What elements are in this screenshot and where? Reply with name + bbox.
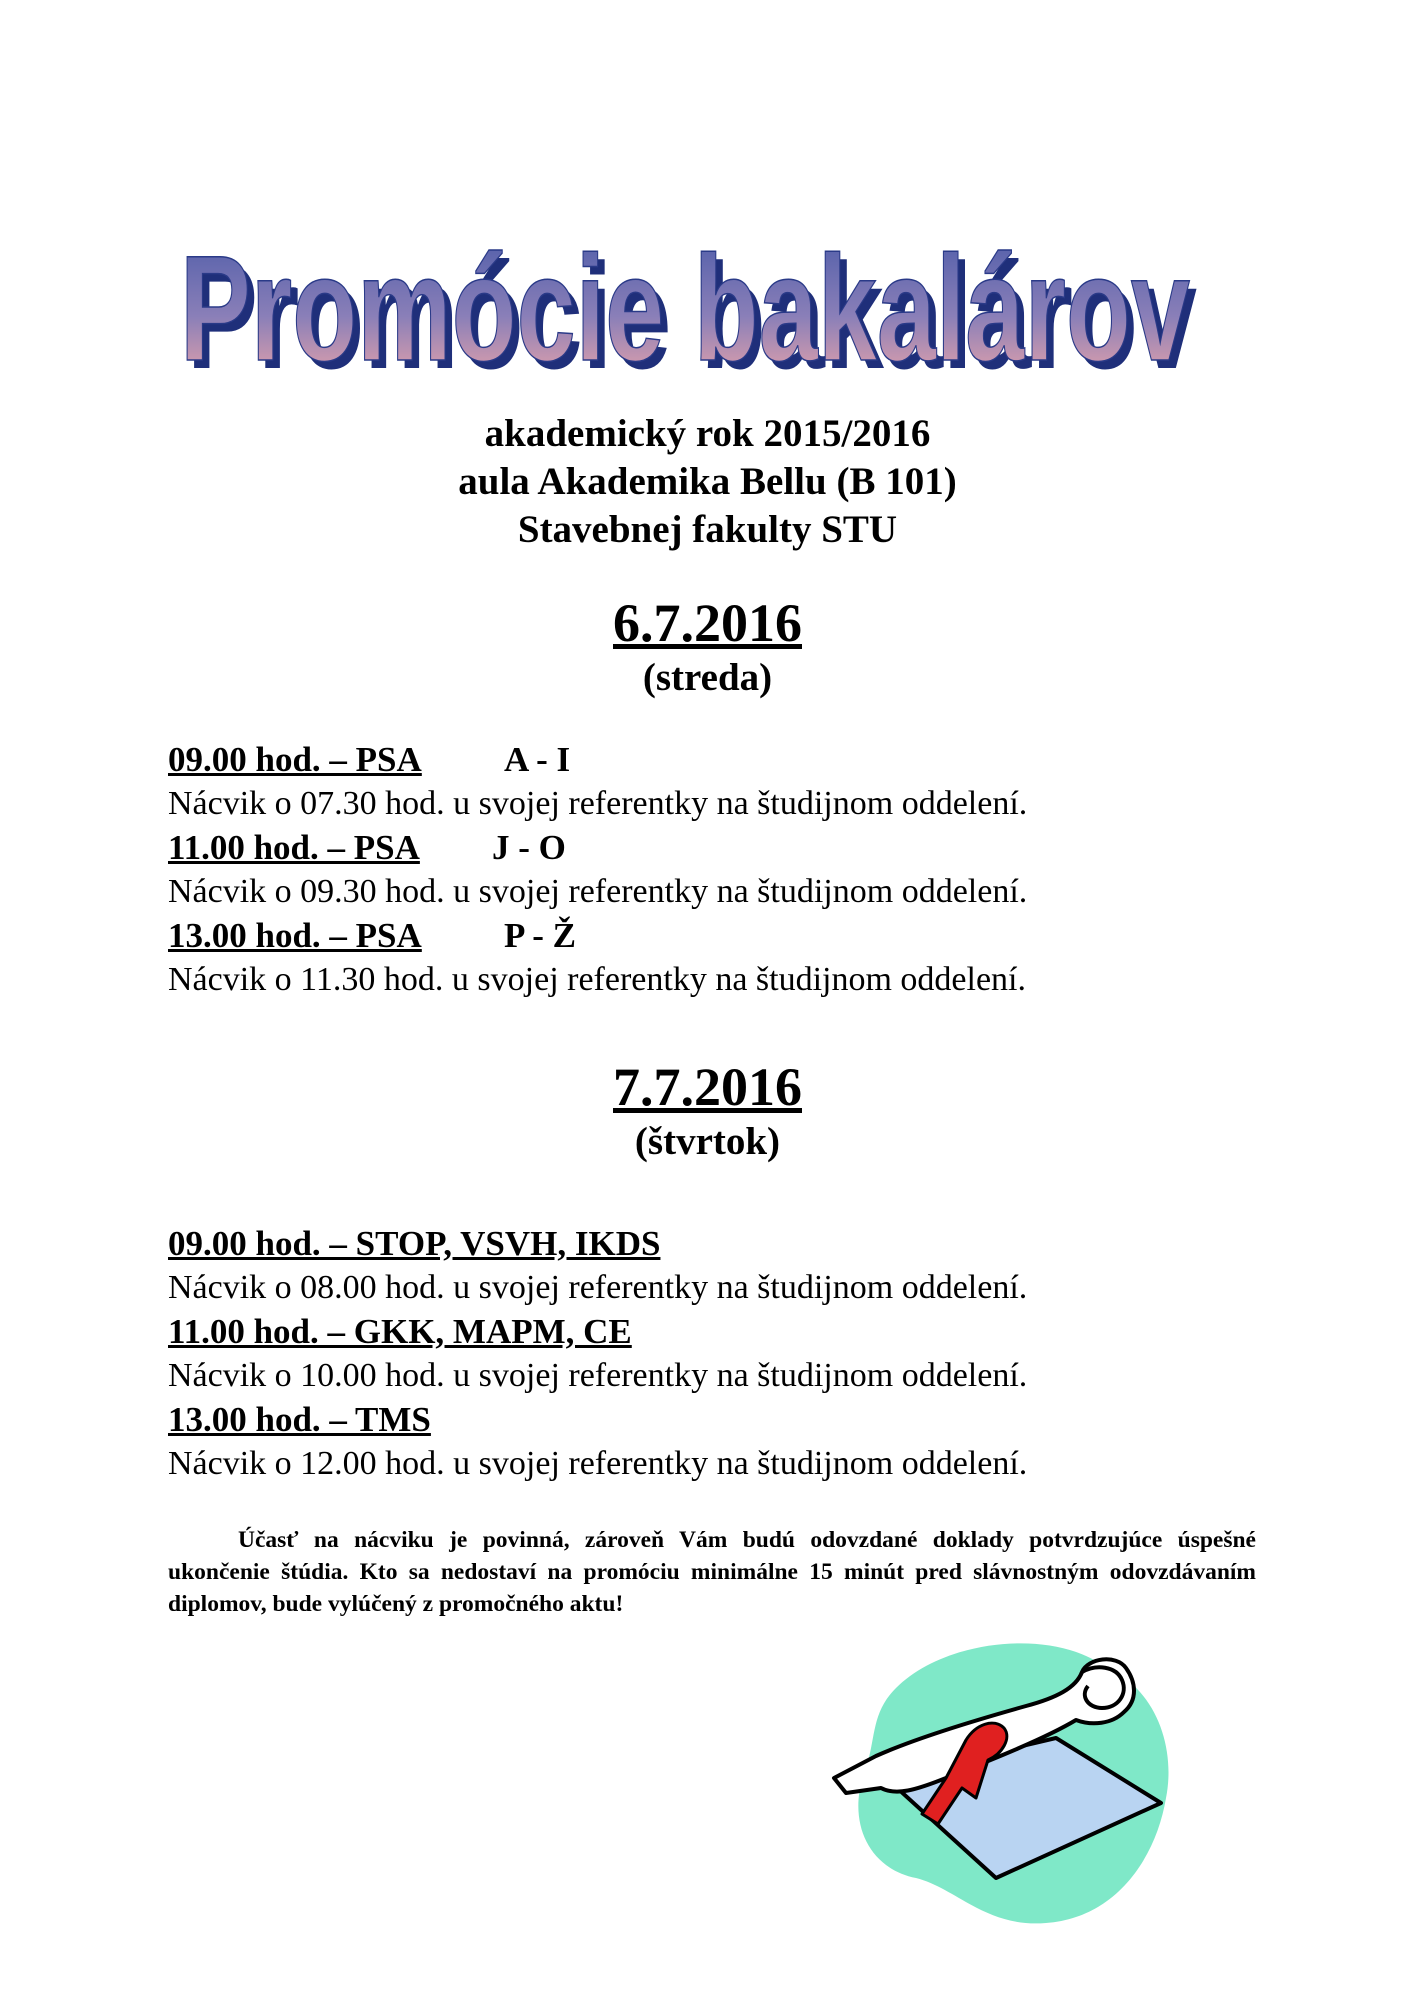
slot-note: Nácvik o 07.30 hod. u svojej referentky na študijnom oddelení. (168, 785, 1028, 822)
slot-group: A - I (504, 740, 571, 779)
slot-note: Nácvik o 11.30 hod. u svojej referentky na študijnom oddelení. (168, 961, 1027, 998)
attendance-notice: Účasť na nácviku je povinná, zároveň Vám budú odovzdané doklady potvrdzujúce úspešné ukončenie štúdia. Kto sa nedostaví na promóciu minimálne 15 minút pred slávnostným odovzdávaním diplomov, bude vylúčený z promočného aktu! (168, 1527, 1256, 1617)
poster-title (160, 160, 1220, 390)
slot-header (168, 914, 1268, 958)
day-schedule (168, 1222, 1268, 1486)
subtitle-block (0, 410, 1415, 554)
day-name: (streda) (642, 656, 773, 699)
academic-year: akademický rok 2015/2016 (484, 412, 931, 455)
slot-time: 13.00 hod. – PSA (168, 916, 422, 955)
title-text: Promócie bakalárov (180, 224, 1190, 390)
slot-time: 09.00 hod. – STOP, VSVH, IKDS (168, 1224, 661, 1263)
slot-group: J - O (492, 828, 566, 867)
title-shadow: Promócie bakalárov (187, 232, 1197, 390)
venue: aula Akademika Bellu (B 101) (458, 460, 957, 503)
slot-header (168, 1222, 1268, 1266)
slot-note: Nácvik o 12.00 hod. u svojej referentky na študijnom oddelení. (168, 1445, 1028, 1482)
day-heading (0, 1056, 1415, 1166)
day-date: 7.7.2016 (613, 1057, 802, 1117)
slot-note: Nácvik o 09.30 hod. u svojej referentky na študijnom oddelení. (168, 873, 1028, 910)
slot-time: 09.00 hod. – PSA (168, 740, 422, 779)
day-heading (0, 592, 1415, 702)
slot-header (168, 1398, 1268, 1442)
slot-header (168, 1310, 1268, 1354)
diploma-scroll-icon (826, 1628, 1186, 1928)
slot-note: Nácvik o 08.00 hod. u svojej referentky na študijnom oddelení. (168, 1269, 1028, 1306)
title-wordart (160, 160, 1220, 390)
day-date: 6.7.2016 (613, 593, 802, 653)
slot-group: P - Ž (504, 916, 576, 955)
slot-header (168, 738, 1268, 782)
slot-header (168, 826, 1268, 870)
day-name: (štvrtok) (634, 1120, 781, 1163)
slot-time: 11.00 hod. – GKK, MAPM, CE (168, 1312, 632, 1351)
slot-time: 13.00 hod. – TMS (168, 1400, 431, 1439)
day-schedule (168, 738, 1268, 1002)
faculty: Stavebnej fakulty STU (517, 508, 898, 551)
slot-time: 11.00 hod. – PSA (168, 828, 420, 867)
slot-note: Nácvik o 10.00 hod. u svojej referentky na študijnom oddelení. (168, 1357, 1028, 1394)
